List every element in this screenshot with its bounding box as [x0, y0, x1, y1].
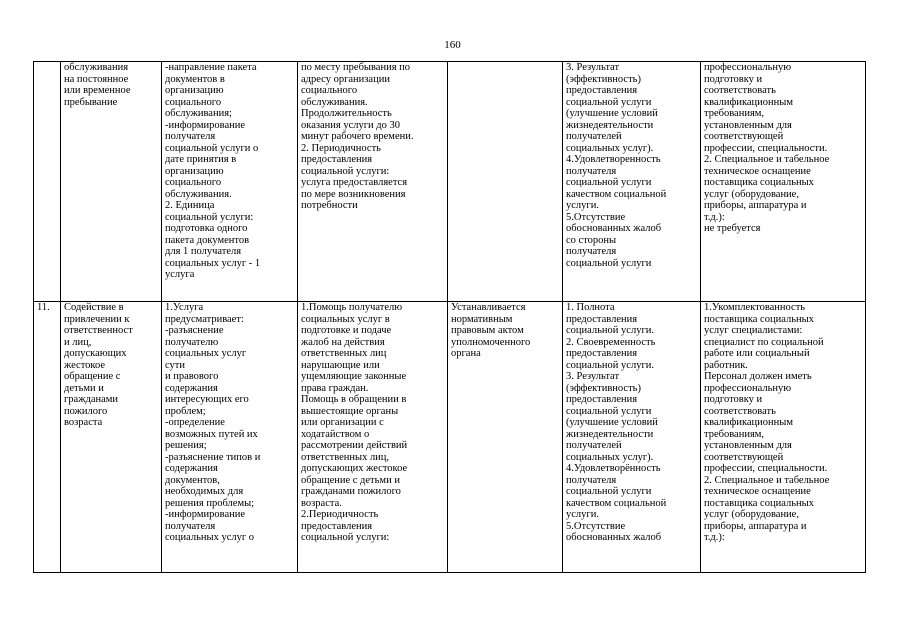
cell-text-line: возможных путей их [165, 428, 258, 440]
cell-text-line: социальных услуг). [566, 142, 654, 154]
cell-text-line: получателя [566, 474, 617, 486]
cell-text-line: возраста. [301, 497, 342, 509]
cell-text-line: ходатайством о [301, 428, 370, 440]
cell-text-line: социального [301, 85, 358, 96]
cell-text-line: 2. Своевременность [566, 336, 656, 348]
cell-text-line: качеством социальной [566, 188, 667, 200]
cell-text-line: техническое оснащение [704, 165, 811, 177]
cell-text-line: предоставления [566, 394, 638, 405]
provision-conditions-cell [701, 62, 866, 302]
cell-text-line: пожилого [64, 405, 108, 417]
cell-text-line: гражданами пожилого [301, 486, 401, 497]
cell-text-line: услуга предоставляется [301, 177, 408, 188]
cell-text-line: интересующих его [165, 394, 249, 405]
cell-text-line: документов, [165, 474, 220, 486]
cell-text-line: 2. Специальное и табельное [704, 154, 830, 165]
cell-text-line: профессии, специальности. [704, 142, 828, 154]
cell-text-line: социального [165, 96, 222, 108]
cell-text-line: обслуживания; [165, 108, 232, 119]
cell-text-line: проблем; [165, 405, 206, 417]
cell-text-line: правовым актом [451, 325, 524, 336]
cell-text-line: социальных услуг о [165, 532, 255, 543]
cell-text-line: качеством социальной [566, 497, 667, 509]
cell-text-line: 1.Услуга [165, 302, 204, 313]
cell-text-line: (улучшение условий [566, 108, 658, 119]
cell-text-line: допускающих [64, 348, 127, 359]
cell-text-line: содержания [165, 463, 218, 474]
cell-text-line: по мере возникновения [301, 188, 406, 200]
cell-text-line: обслуживания. [165, 188, 232, 200]
cell-text-line: услуг специалистами: [704, 325, 803, 336]
services-table [33, 61, 866, 573]
cell-text-line: решения; [165, 440, 207, 451]
cell-text-line: профессии, специальности. [704, 463, 828, 474]
cell-text-line: предоставления [301, 520, 373, 532]
cell-text-line: уполномоченного [451, 336, 531, 348]
cell-text-line: социальной услуги [566, 405, 652, 417]
cell-text-line: поставщика социальных [704, 313, 814, 325]
cell-text-line: услуги. [566, 509, 599, 520]
table-row [34, 302, 866, 573]
cell-text-line: предоставления [566, 313, 638, 325]
cell-text-line: социальных услуг в [301, 313, 390, 325]
cell-text-line: пребывание [64, 96, 118, 108]
cell-text-line: получателя [566, 165, 617, 177]
cell-text-line: и правового [165, 371, 219, 382]
cell-text-line: подготовку и [704, 73, 763, 85]
cell-text-line: обслуживания. [301, 96, 368, 108]
cell-text-line: Содействие в [64, 302, 124, 313]
cell-text-line: нормативным [451, 313, 513, 325]
cell-text-line: социальных услуг). [566, 451, 654, 463]
cell-text-line: социальной услуги о [165, 142, 259, 154]
cell-text-line: ущемляющие законные [301, 371, 407, 382]
cell-text-line: обращение с детьми и [301, 474, 400, 486]
cell-text-line: соответствующей [704, 451, 784, 463]
cell-text-line: органа [451, 348, 481, 359]
cell-text-line: поставщика социальных [704, 177, 814, 188]
cell-text-line: 4.Удовлетворенность [566, 154, 661, 165]
cell-text-line: получателю [165, 336, 219, 348]
cell-text-line: не требуется [704, 223, 761, 234]
cell-text-line: профессиональную [704, 62, 792, 73]
cell-text-line: соответствовать [704, 405, 776, 417]
cell-text-line: подготовка одного [165, 223, 248, 234]
cell-text-line: техническое оснащение [704, 486, 811, 497]
cell-text-line: социальной услуги [566, 177, 652, 188]
service-name-cell [61, 302, 162, 573]
cell-text-line: жизнедеятельности [566, 428, 654, 440]
cell-text-line: получателей [566, 440, 622, 451]
quality-indicators-cell [563, 302, 701, 573]
cell-text-line: для 1 получателя [165, 246, 242, 257]
cell-text-line: 4.Удовлетворённость [566, 463, 661, 474]
service-terms-cell [298, 62, 448, 302]
provision-conditions-cell [701, 302, 866, 573]
cell-text-line: адресу организации [301, 73, 390, 85]
cell-text-line: 5.Отсутствие [566, 520, 626, 532]
cell-text-line: возраста [64, 417, 103, 428]
cell-text-line: -информирование [165, 509, 246, 520]
cell-text-line: социального [165, 177, 222, 188]
cell-text-line: 2.Периодичность [301, 509, 379, 520]
cell-text-line: обоснованных жалоб [566, 223, 662, 234]
cell-text-line: или временное [64, 85, 131, 96]
cell-text-line: получателей [566, 131, 622, 142]
cell-text-line: ответственных лиц [301, 348, 387, 359]
cell-text-line: предоставления [566, 348, 638, 359]
cell-text-line: услуга [165, 269, 195, 280]
cell-text-line: специалист по социальной [704, 336, 824, 348]
cell-text-line: установленным для [704, 440, 792, 451]
cell-text-line: обращение с [64, 371, 121, 382]
cell-text-line: документов в [165, 73, 225, 85]
cell-text-line: ответственных лиц, [301, 451, 390, 463]
cell-text-line: социальной услуги: [301, 532, 390, 543]
cell-text-line: 2. Периодичность [301, 142, 381, 154]
cell-text-line: приборы, аппаратура и [704, 200, 807, 211]
cell-text-line: содержания [165, 382, 218, 394]
cell-text-line: нарушающие или [301, 359, 380, 371]
service-content-cell [162, 62, 298, 302]
cell-text-line: Помощь в обращении в [301, 394, 407, 405]
cell-text-line: услуг (оборудование, [704, 509, 799, 520]
cell-text-line: социальной услуги [566, 257, 652, 269]
cell-text-line: потребности [301, 200, 358, 211]
service-content-cell [162, 302, 298, 573]
cell-text-line: услуги. [566, 200, 599, 211]
cell-text-line: жизнедеятельности [566, 119, 654, 131]
cell-text-line: подготовке и подаче [301, 325, 392, 336]
cell-text-line: (эффективность) [566, 73, 641, 85]
cell-text-line: привлечении к [64, 313, 130, 325]
cell-text-line: т.д.): [704, 532, 725, 543]
cell-text-line: 2. Единица [165, 200, 215, 211]
cell-text-line: социальной услуги. [566, 359, 654, 371]
cell-text-line: оказания услуги до 30 [301, 119, 401, 131]
cell-text-line: профессиональную [704, 382, 792, 394]
cell-text-line: вышестоящие органы [301, 405, 399, 417]
cell-text-line: Персонал должен иметь [704, 371, 812, 382]
cell-text-line: ответственност [64, 325, 133, 336]
cell-text-line: предоставления [566, 85, 638, 96]
cell-text-line: 5.Отсутствие [566, 211, 626, 223]
cell-text-line: 1.Помощь получателю [301, 302, 403, 313]
cell-text-line: 1.Укомплектованность [704, 302, 806, 313]
cell-text-line: соответствовать [704, 85, 776, 96]
cell-text-line: получателя [165, 131, 216, 142]
cell-text-line: пакета документов [165, 234, 250, 246]
cell-text-line: социальной услуги. [566, 325, 654, 336]
cell-text-line: 1. Полнота [566, 302, 615, 313]
cell-text-line: получателя [566, 246, 617, 257]
service-name-cell [61, 62, 162, 302]
tariff-cell [448, 302, 563, 573]
cell-text-line: установленным для [704, 119, 792, 131]
cell-text-line: допускающих жестокое [301, 463, 408, 474]
tariff-cell [448, 62, 563, 302]
cell-text-line: квалификационным [704, 417, 793, 428]
cell-text-line: работе или социальный [704, 348, 810, 359]
cell-text-line: социальной услуги [566, 96, 652, 108]
cell-text-line: -направление пакета [165, 62, 257, 73]
quality-indicators-cell [563, 62, 701, 302]
cell-text-line: (улучшение условий [566, 417, 658, 428]
cell-text-line: права граждан. [301, 382, 369, 394]
service-terms-cell [298, 302, 448, 573]
cell-text-line: -разъяснение [165, 325, 224, 336]
cell-text-line: -разъяснение типов и [165, 451, 261, 463]
cell-text-line: соответствующей [704, 131, 784, 142]
cell-text-line: сути [165, 359, 185, 371]
cell-text-line: жестокое [64, 359, 106, 371]
cell-text-line: Устанавливается [451, 302, 526, 313]
cell-text-line: дате принятия в [165, 154, 237, 165]
cell-text-line: (эффективность) [566, 382, 641, 394]
cell-text-line: социальной услуги: [301, 165, 390, 177]
cell-text-line: -определение [165, 417, 225, 428]
cell-text-line: предусматривает: [165, 313, 244, 325]
cell-text-line: по месту пребывания по [301, 62, 411, 73]
cell-text-line: организацию [165, 85, 224, 96]
cell-text-line: 3. Результат [566, 371, 620, 382]
cell-text-line: социальной услуги: [165, 211, 254, 223]
cell-text-line: минут рабочего времени. [301, 131, 414, 142]
row-number-cell: 11. [34, 302, 61, 573]
cell-text-line: социальных услуг [165, 348, 247, 359]
cell-text-line: приборы, аппаратура и [704, 520, 807, 532]
cell-text-line: 3. Результат [566, 62, 620, 73]
cell-text-line: подготовку и [704, 394, 763, 405]
cell-text-line: предоставления [301, 154, 373, 165]
cell-text-line: квалификационным [704, 96, 793, 108]
cell-text-line: обслуживания [64, 62, 129, 73]
cell-text-line: Продолжительность [301, 108, 392, 119]
cell-text-line: поставщика социальных [704, 497, 814, 509]
cell-text-line: социальных услуг - 1 [165, 257, 261, 269]
cell-text-line: на постоянное [64, 73, 129, 85]
cell-text-line: работник. [704, 359, 748, 371]
cell-text-line: или организации с [301, 417, 384, 428]
cell-text-line: -информирование [165, 119, 246, 131]
cell-text-line: решения проблемы; [165, 497, 255, 509]
cell-text-line: требованиям, [704, 108, 765, 119]
row-number-cell [34, 62, 61, 302]
cell-text-line: со стороны [566, 234, 617, 246]
page-number: 160 [444, 39, 461, 51]
cell-text-line: организацию [165, 165, 224, 177]
cell-text-line: жалоб на действия [301, 336, 385, 348]
cell-text-line: получателя [165, 520, 216, 532]
table-row [34, 62, 866, 302]
cell-text-line: социальной услуги [566, 486, 652, 497]
cell-text-line: т.д.): [704, 211, 725, 223]
cell-text-line: и лиц, [64, 336, 92, 348]
cell-text-line: обоснованных жалоб [566, 532, 662, 543]
cell-text-line: необходимых для [165, 486, 244, 497]
cell-text-line: требованиям, [704, 428, 765, 440]
cell-text-line: детьми и [64, 382, 104, 394]
cell-text-line: рассмотрении действий [301, 440, 408, 451]
cell-text-line: 2. Специальное и табельное [704, 474, 830, 486]
cell-text-line: гражданами [64, 394, 119, 405]
cell-text-line: услуг (оборудование, [704, 188, 799, 200]
